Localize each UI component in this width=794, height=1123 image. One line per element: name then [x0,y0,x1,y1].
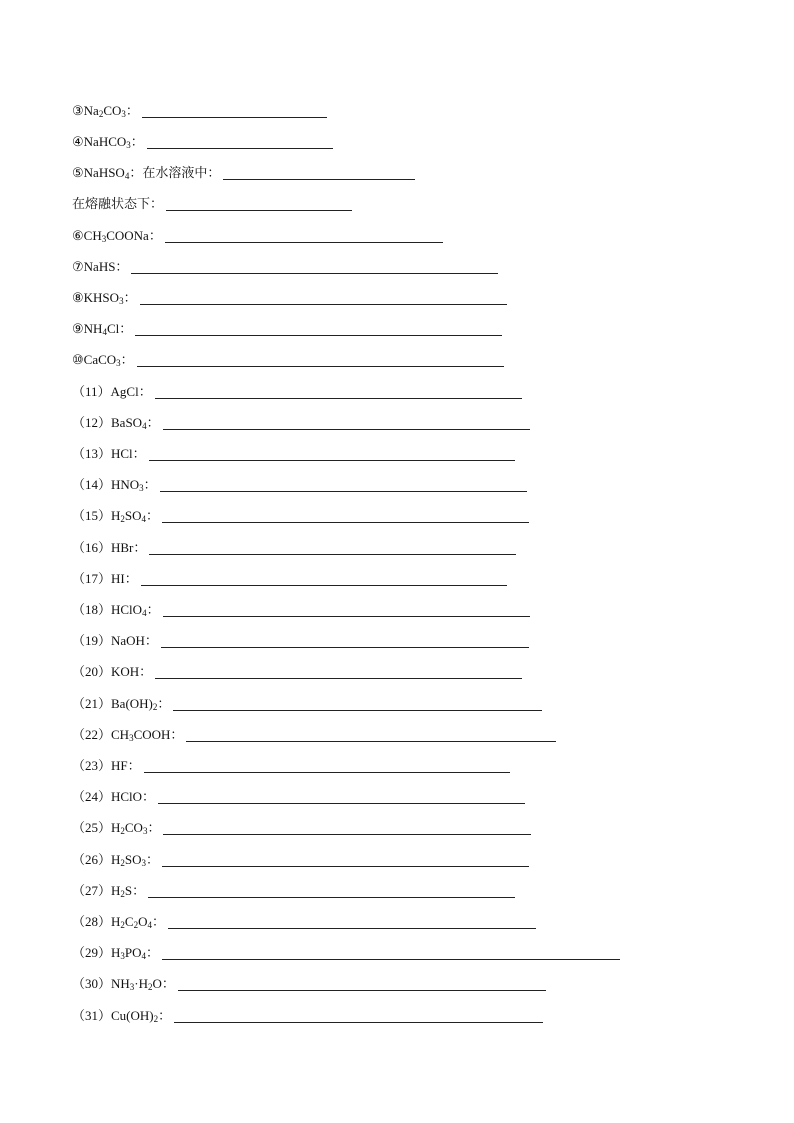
answer-blank[interactable] [135,334,502,336]
question-row [72,161,415,185]
label-text: 在熔融状态下： [72,196,164,211]
label-text: （24）HClO： [72,789,156,804]
question-row [72,130,333,154]
formula-label [72,321,132,341]
answer-blank[interactable] [142,116,327,118]
label-text: SO [124,852,142,867]
question-row [72,442,515,466]
formula-label [72,352,134,372]
formula-label [72,384,152,404]
formula-label [72,633,158,653]
answer-blank[interactable] [149,459,515,461]
question-row [72,879,515,903]
label-text: ：在水溶液中： [129,165,221,180]
answer-blank[interactable] [186,740,556,742]
subscript: 4 [124,171,130,181]
answer-blank[interactable] [147,147,333,149]
subscript: 3 [139,483,144,493]
question-row [72,286,507,310]
label-text: COOH： [133,727,184,742]
label-text: （30）NH [72,976,130,991]
formula-label [72,852,159,872]
question-row [72,224,443,248]
question-row [72,816,531,840]
label-text: ： [130,134,144,149]
label-text: ·H [134,976,148,991]
answer-blank[interactable] [140,303,507,305]
subscript: 3 [142,826,148,836]
formula-label [72,415,160,435]
answer-blank[interactable] [155,397,522,399]
label-text: （14）HNO [72,477,140,492]
formula-label [72,696,170,716]
label-text: ： [120,352,134,367]
formula-label [72,820,160,840]
question-row [72,629,529,653]
label-text: ④NaHCO [72,134,127,149]
label-text: SO [124,508,142,523]
answer-blank[interactable] [168,927,536,929]
label-text: C [124,914,134,929]
subscript: 2 [133,920,139,930]
question-row [72,99,327,123]
label-text: （17）HI： [72,571,138,586]
answer-blank[interactable] [163,833,531,835]
question-row [72,317,502,341]
subscript: 4 [147,920,152,930]
subscript: 3 [126,140,131,150]
label-text: O： [152,976,175,991]
subscript: 3 [120,951,125,961]
subscript: 2 [120,858,125,868]
subscript: 4 [141,514,147,524]
answer-blank[interactable] [165,241,443,243]
subscript: 4 [142,421,147,431]
formula-label [72,914,165,934]
subscript: 3 [121,109,126,119]
formula-label [72,602,160,622]
subscript: 3 [116,358,121,368]
subscript: 2 [153,1014,159,1024]
question-row [72,972,546,996]
formula-label [72,1008,171,1028]
answer-blank[interactable] [163,428,530,430]
formula-label [72,540,146,560]
question-row [72,941,620,965]
question-row [72,848,529,872]
formula-label [72,571,138,591]
subscript: 3 [129,733,134,743]
label-text: （29）H [72,945,121,960]
answer-blank[interactable] [160,490,527,492]
label-text: ： [123,290,137,305]
subscript: 2 [98,109,104,119]
label-text: （11）AgCl： [72,384,152,399]
formula-label [72,259,128,279]
label-text: ⑩CaCO [72,352,117,367]
label-text: （12）BaSO [72,415,143,430]
formula-label [72,945,159,965]
answer-blank[interactable] [161,646,529,648]
answer-blank[interactable] [162,958,620,960]
answer-blank[interactable] [149,553,516,555]
question-row [72,536,516,560]
formula-label [72,446,146,466]
answer-blank[interactable] [223,178,415,180]
label-text: ： [125,103,139,118]
label-text: ： [147,820,161,835]
label-text: ： [151,914,165,929]
formula-label [72,976,175,996]
label-text: ： [158,1008,172,1023]
subscript: 2 [120,826,125,836]
formula-label [72,477,157,497]
label-text: ⑦NaHS： [72,259,129,274]
formula-label [72,165,220,185]
formula-label [72,758,141,778]
answer-blank[interactable] [148,896,515,898]
label-text: ： [146,852,160,867]
question-row [72,1004,543,1028]
subscript: 4 [102,327,107,337]
label-text: S： [124,883,146,898]
label-text: ： [146,602,160,617]
formula-label [72,664,152,684]
answer-blank[interactable] [166,209,352,211]
answer-blank[interactable] [141,584,507,586]
formula-label [72,134,144,154]
formula-label [72,103,139,123]
question-row [72,567,507,591]
subscript: 4 [142,608,147,618]
question-row [72,380,522,404]
formula-label [72,727,183,747]
answer-blank[interactable] [178,989,546,991]
answer-blank[interactable] [162,865,529,867]
question-row [72,785,525,809]
answer-blank[interactable] [131,272,498,274]
subscript: 2 [152,702,158,712]
question-row [72,473,527,497]
subscript: 2 [120,889,125,899]
label-text: ⑥CH [72,228,102,243]
label-text: （20）KOH： [72,664,153,679]
label-text: （13）HCl： [72,446,146,461]
label-text: （22）CH [72,727,130,742]
subscript: 3 [141,858,147,868]
answer-blank[interactable] [155,677,522,679]
subscript: 3 [119,296,124,306]
answer-blank[interactable] [158,802,525,804]
question-row [72,910,536,934]
question-row [72,660,522,684]
answer-blank[interactable] [174,1021,543,1023]
subscript: 2 [120,514,125,524]
subscript: 3 [129,982,135,992]
label-text: ⑨NH [72,321,103,336]
label-text: ⑧KHSO [72,290,120,305]
label-text: ⑤NaHSO [72,165,125,180]
question-row [72,598,530,622]
question-row [72,504,529,528]
label-text: （25）H [72,820,121,835]
label-text: （16）HBr： [72,540,147,555]
label-text: （18）HClO [72,602,143,617]
label-text: （28）H [72,914,121,929]
formula-label [72,228,162,248]
label-text: （27）H [72,883,121,898]
label-text: CO [103,103,122,118]
answer-blank[interactable] [162,521,529,523]
label-text: COONa： [106,228,162,243]
label-text: ： [146,415,160,430]
label-text: （26）H [72,852,121,867]
answer-blank[interactable] [163,615,530,617]
question-row [72,348,504,372]
subscript: 2 [120,920,125,930]
subscript: 2 [148,982,153,992]
label-text: CO [124,820,143,835]
answer-blank[interactable] [144,771,510,773]
label-text: O [138,914,148,929]
label-text: ： [157,696,171,711]
label-text: Cl： [106,321,133,336]
formula-label [72,508,159,528]
answer-blank[interactable] [173,709,542,711]
question-row [72,754,510,778]
answer-blank[interactable] [137,365,504,367]
label-text: ： [146,508,160,523]
label-text: ③Na [72,103,99,118]
question-row [72,255,498,279]
question-row [72,192,352,216]
subscript: 3 [101,234,107,244]
label-text: ： [143,477,157,492]
label-text: （15）H [72,508,121,523]
question-row [72,411,530,435]
label-text: （31）Cu(OH) [72,1008,154,1023]
label-text: ： [146,945,160,960]
label-text: （23）HF： [72,758,141,773]
question-row [72,692,542,716]
formula-label [72,196,163,216]
label-text: PO [124,945,142,960]
formula-label [72,290,137,310]
label-text: （21）Ba(OH) [72,696,153,711]
formula-label [72,883,145,903]
question-row [72,723,556,747]
formula-label [72,789,155,809]
subscript: 4 [141,951,147,961]
label-text: （19）NaOH： [72,633,158,648]
